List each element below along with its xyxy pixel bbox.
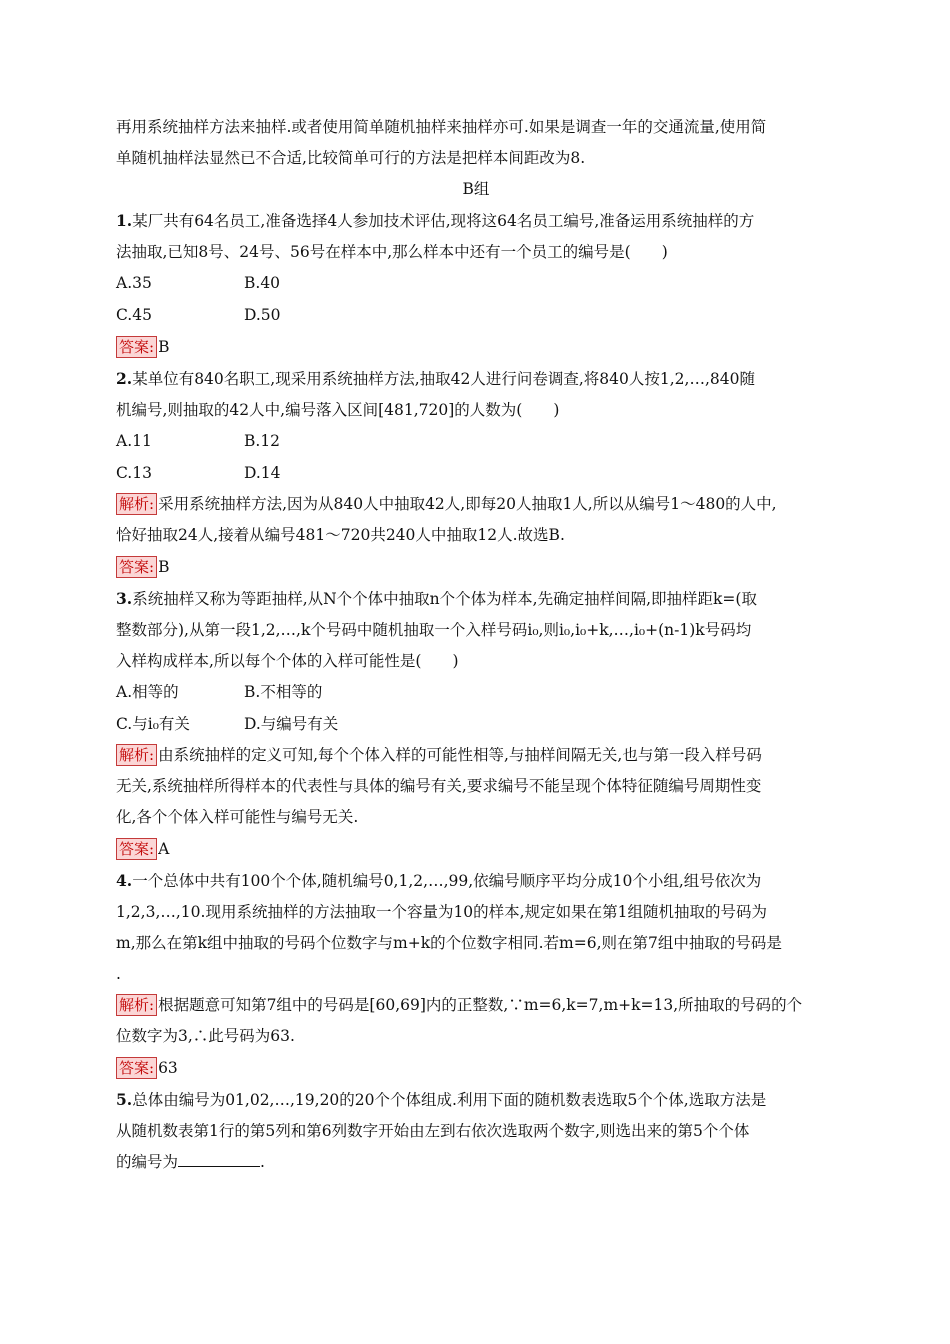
q3-options-row-1 — [116, 677, 836, 709]
q3-option-a: A.相等的 — [116, 683, 179, 701]
q2-text-a: 某单位有840名职工,现采用系统抽样方法,抽取42人进行问卷调查,将840人按1,2,…,840随 — [132, 370, 755, 388]
q3-answer: A — [158, 840, 170, 858]
q4-analysis-a: 根据题意可知第7组中的号码是[60,69]内的正整数,∵m=6,k=7,m+k=13,所抽取的号码的个 — [158, 996, 803, 1014]
q1-option-b: B.40 — [244, 274, 281, 292]
section-title: B组 — [462, 180, 490, 198]
q2-answer-line — [116, 551, 836, 583]
q2-analysis-a: 采用系统抽样方法,因为从840人中抽取42人,即每20人抽取1人,所以从编号1～480的人中, — [158, 495, 777, 513]
intro-line-2: 单随机抽样法显然已不合适,比较简单可行的方法是把样本间距改为8. — [116, 149, 586, 167]
question-3 — [116, 583, 836, 865]
q3-analysis-a: 由系统抽样的定义可知,每个个体入样的可能性相等,与抽样间隔无关,也与第一段入样号码 — [158, 746, 762, 764]
q3-option-d: D.与编号有关 — [244, 714, 339, 733]
q3-analysis-c: 化,各个个体入样可能性与编号无关. — [116, 808, 359, 826]
q4-line-1 — [116, 865, 836, 897]
q2-option-b: B.12 — [244, 432, 281, 450]
q1-number: 1. — [116, 211, 133, 230]
q3-text-c: 入样构成样本,所以每个个体的入样可能性是( ) — [116, 652, 459, 670]
q5-line-1 — [116, 1084, 836, 1116]
q2-number: 2. — [116, 369, 133, 388]
q1-option-c: C.45 — [116, 305, 152, 324]
q2-options-row-1 — [116, 426, 836, 458]
q3-text-b: 整数部分),从第一段1,2,…,k个号码中随机抽取一个入样号码i₀,则i₀,i₀+k,…,i₀+(n-1)k号码均 — [116, 621, 752, 639]
q4-analysis-b: 位数字为3,∴此号码为63. — [116, 1027, 295, 1045]
q4-analysis-line-1 — [116, 990, 836, 1021]
q1-option-d: D.50 — [244, 305, 281, 324]
q3-number: 3. — [116, 589, 133, 608]
q4-text-b: 1,2,3,…,10.现用系统抽样的方法抽取一个容量为10的样本,规定如果在第1组随机抽取的号码为 — [116, 903, 767, 921]
answer-tag: 答案: — [116, 1057, 157, 1079]
q1-options-row-1 — [116, 268, 836, 300]
q4-text-c: m,那么在第k组中抽取的号码个位数字与m+k的个位数字相同.若m=6,则在第7组中抽取的号码是 — [116, 934, 782, 952]
q3-answer-line — [116, 833, 836, 865]
q2-answer: B — [158, 558, 170, 576]
q5-number: 5. — [116, 1090, 133, 1109]
q2-text-b: 机编号,则抽取的42人中,编号落入区间[481,720]的人数为( ) — [116, 401, 560, 419]
q3-option-b: B.不相等的 — [244, 683, 323, 701]
answer-tag: 答案: — [116, 838, 157, 860]
q3-option-c: C.与i₀有关 — [116, 714, 190, 733]
question-1 — [116, 205, 836, 363]
q1-options-row-2 — [116, 300, 836, 332]
q5-text-b: 从随机数表第1行的第5列和第6列数字开始由左到右依次选取两个数字,则选出来的第5个个体 — [116, 1122, 750, 1140]
q4-number: 4. — [116, 871, 133, 890]
question-4 — [116, 865, 836, 1084]
question-5 — [116, 1084, 836, 1178]
intro-line-1: 再用系统抽样方法来抽样.或者使用简单随机抽样来抽样亦可.如果是调查一年的交通流量,使用简 — [116, 118, 767, 136]
q2-line-1 — [116, 363, 836, 395]
q4-text-d: . — [116, 965, 121, 983]
q2-options-row-2 — [116, 458, 836, 490]
q1-text-b: 法抽取,已知8号、24号、56号在样本中,那么样本中还有一个员工的编号是( ) — [116, 243, 668, 261]
q2-option-c: C.13 — [116, 463, 152, 482]
q2-analysis-b: 恰好抽取24人,接着从编号481～720共240人中抽取12人.故选B. — [116, 526, 565, 544]
q4-answer: 63 — [158, 1059, 178, 1077]
q1-option-a: A.35 — [116, 274, 152, 292]
q5-answer-blank — [178, 1148, 260, 1167]
question-2 — [116, 363, 836, 583]
q5-text-a: 总体由编号为01,02,…,19,20的20个个体组成.利用下面的随机数表选取5个个体,选取方法是 — [132, 1091, 767, 1109]
analysis-tag: 解析: — [116, 493, 157, 515]
q2-option-a: A.11 — [116, 432, 152, 450]
q4-answer-line — [116, 1052, 836, 1084]
q3-analysis-line-1 — [116, 740, 836, 771]
q3-options-row-2 — [116, 709, 836, 741]
q5-text-end: . — [260, 1153, 265, 1171]
q1-answer-line — [116, 331, 836, 363]
q3-text-a: 系统抽样又称为等距抽样,从N个个体中抽取n个个体为样本,先确定抽样间隔,即抽样距k=(取 — [132, 590, 757, 608]
analysis-tag: 解析: — [116, 744, 157, 766]
q1-text-a: 某厂共有64名员工,准备选择4人参加技术评估,现将这64名员工编号,准备运用系统抽样的方 — [132, 212, 755, 230]
q2-option-d: D.14 — [244, 463, 281, 482]
answer-tag: 答案: — [116, 556, 157, 578]
q1-answer: B — [158, 338, 170, 356]
q5-line-3 — [116, 1147, 836, 1178]
q3-line-1 — [116, 583, 836, 615]
document-page — [116, 112, 836, 1178]
q5-text-c: 的编号为 — [116, 1153, 179, 1171]
q2-analysis-line-1 — [116, 489, 836, 520]
answer-tag: 答案: — [116, 336, 157, 358]
q1-line-1 — [116, 205, 836, 237]
q3-analysis-b: 无关,系统抽样所得样本的代表性与具体的编号有关,要求编号不能呈现个体特征随编号周期性变 — [116, 777, 762, 795]
analysis-tag: 解析: — [116, 994, 157, 1016]
q4-text-a: 一个总体中共有100个个体,随机编号0,1,2,…,99,依编号顺序平均分成10个小组,组号依次为 — [132, 872, 762, 890]
